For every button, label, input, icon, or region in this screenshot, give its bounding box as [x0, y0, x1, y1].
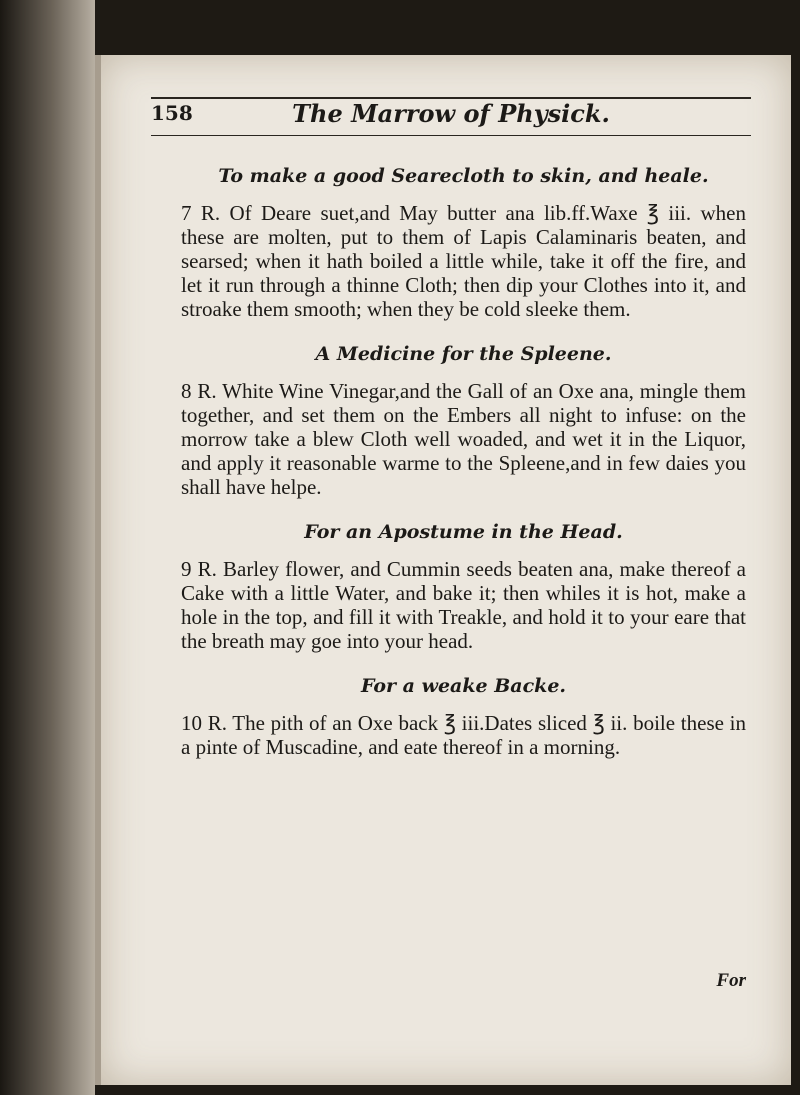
- recipe-9: [181, 521, 746, 653]
- recipe-text: 7 R. Of Deare suet,and May butter ana lib.ff.Waxe ℥ iii. when these are molten, put to them of Lapis Calaminaris beaten, and searsed; when it hath boiled a little while, take it off the fire, and let it run through a thinne Cloth; then dip your Clothes into it, and stroake them smooth; when they be cold sleeke them.: [181, 201, 746, 321]
- recipe-10: [181, 675, 746, 759]
- catchword: For: [716, 970, 746, 991]
- recipe-heading: A Medicine for the Spleene.: [315, 343, 612, 365]
- recipe-8: [181, 343, 746, 499]
- page-body: [181, 165, 746, 781]
- recipe-text: 9 R. Barley flower, and Cummin seeds beaten ana, make thereof a Cake with a little Water, and bake it; then whiles it is hot, make a hole in the top, and fill it with Treakle, and hold it to your eare that the breath may goe into your head.: [181, 557, 746, 653]
- running-title: The Marrow of Physick.: [292, 99, 610, 128]
- recipe-text: 10 R. The pith of an Oxe back ℥ iii.Dates sliced ℥ ii. boile these in a pinte of Muscadine, and eate thereof in a morning.: [181, 711, 746, 759]
- recipe-heading: For a weake Backe.: [360, 675, 567, 697]
- recipe-text: 8 R. White Wine Vinegar,and the Gall of an Oxe ana, mingle them together, and set them on the Embers all night to infuse: on the morrow take a blew Cloth well woaded, and wet it in the Liquor, and apply it reasonable warme to the Spleene,and in few daies you shall have helpe.: [181, 379, 746, 499]
- book-page: [95, 55, 791, 1085]
- book-gutter: [0, 0, 95, 1095]
- page-number: 158: [151, 101, 193, 125]
- header-underline: [151, 135, 751, 136]
- page-header: [151, 99, 751, 135]
- recipe-7: [181, 165, 746, 321]
- recipe-heading: For an Apostume in the Head.: [304, 521, 623, 543]
- recipe-heading: To make a good Searecloth to skin, and heale.: [218, 165, 709, 187]
